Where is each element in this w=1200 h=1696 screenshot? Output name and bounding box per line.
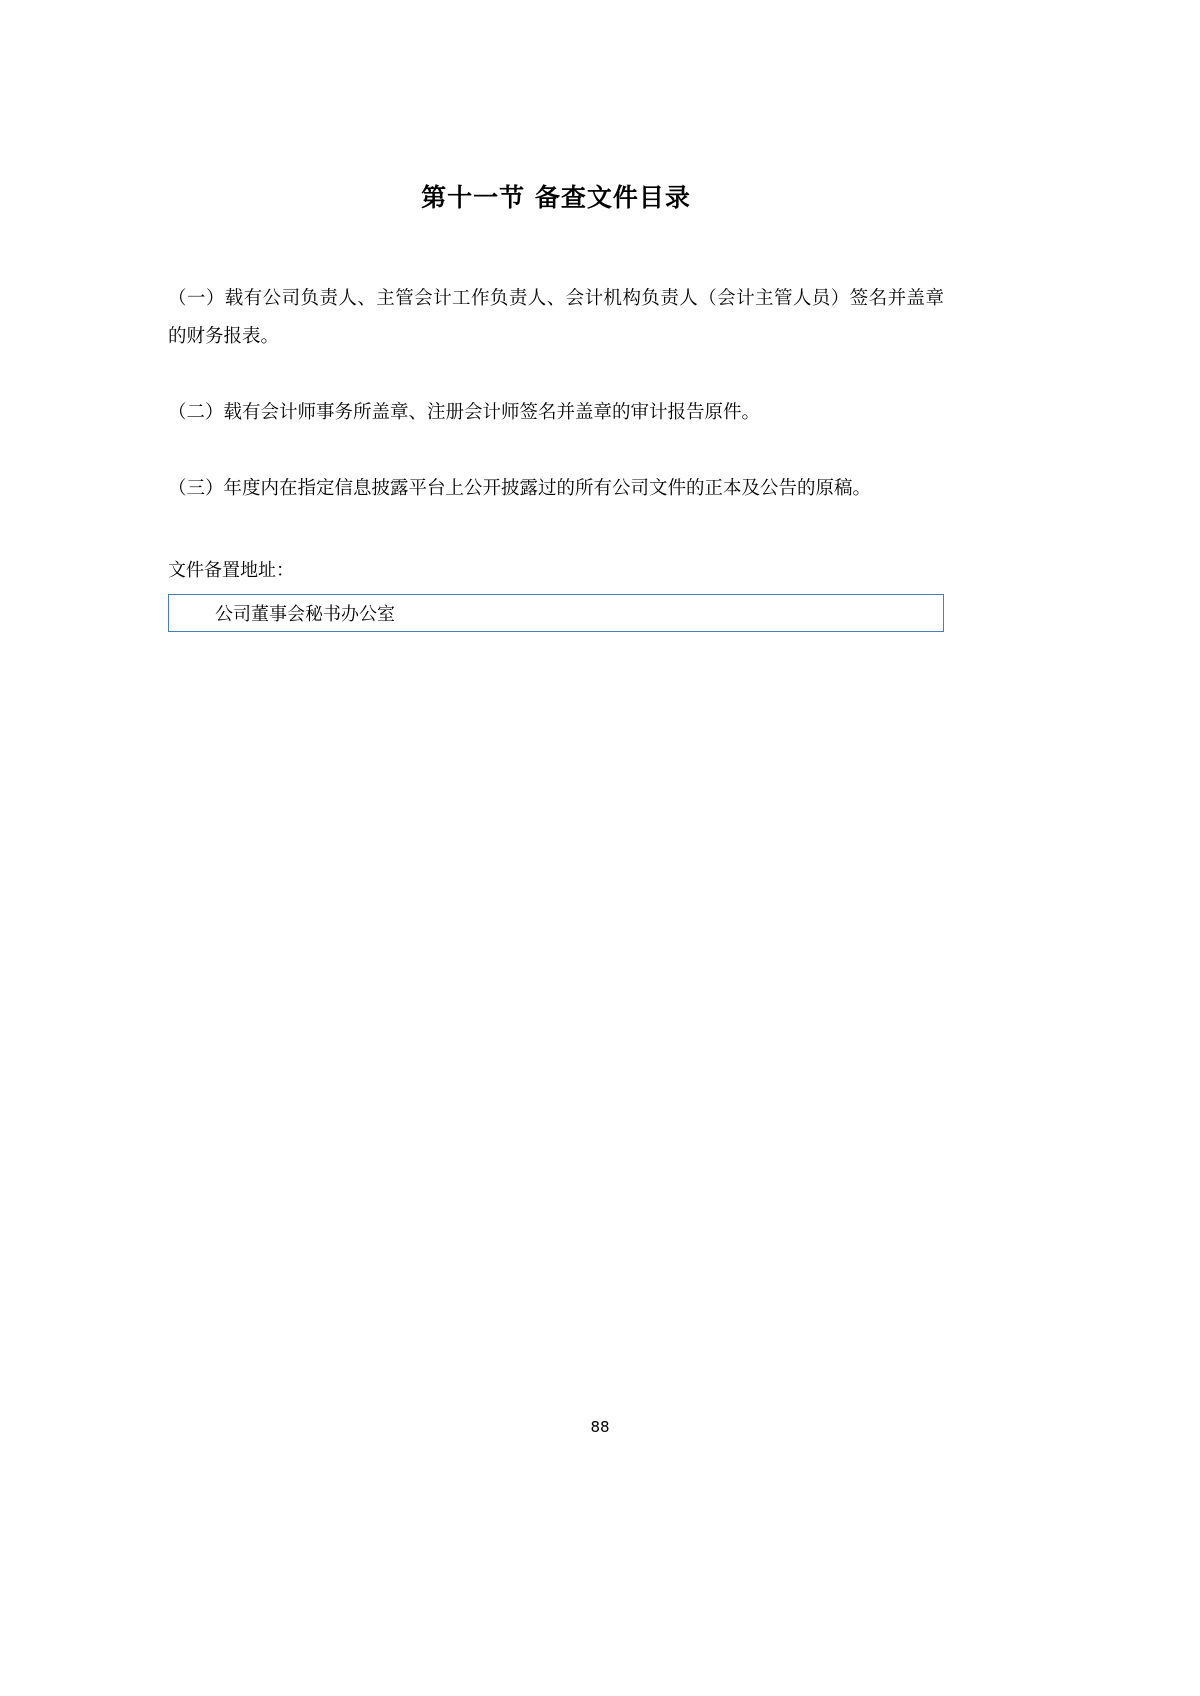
page-number: 88 [590, 1418, 610, 1436]
paragraph-item-2: （二）载有会计师事务所盖章、注册会计师签名并盖章的审计报告原件。 [168, 402, 761, 423]
page-title: 第十一节 备查文件目录 [421, 183, 691, 212]
paragraph-item-3: （三）年度内在指定信息披露平台上公开披露过的所有公司文件的正本及公告的原稿。 [168, 478, 872, 499]
address-label: 文件备置地址： [168, 560, 294, 581]
address-field[interactable] [168, 594, 944, 632]
paragraph-item-1: （一）载有公司负责人、主管会计工作负责人、会计机构负责人（会计主管人员）签名并盖章的财务报表。 [168, 288, 944, 347]
address-value: 公司董事会秘书办公室 [215, 604, 395, 625]
page-content [168, 0, 944, 632]
